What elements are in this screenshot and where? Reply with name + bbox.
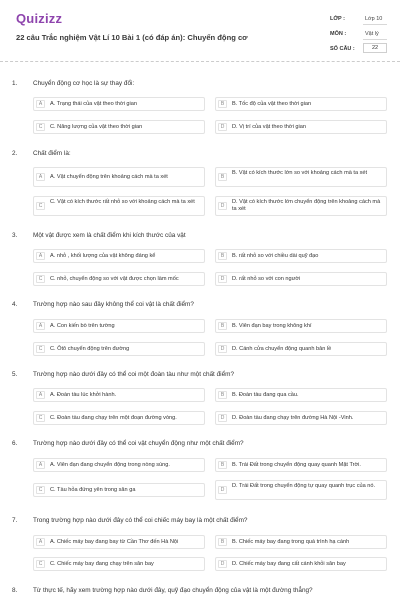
option-text: C. Tàu hỏa đứng yên trong sân ga (50, 487, 136, 493)
question-number: 8. (12, 587, 18, 594)
option-letter: C (36, 345, 45, 353)
option-letter: A (36, 391, 45, 399)
question-number: 4. (12, 301, 18, 308)
question-number: 6. (12, 440, 18, 447)
option-letter: A (36, 252, 45, 260)
question-text: Trường hợp nào dưới đây có thể coi vật chuyển động như một chất điểm? (33, 440, 244, 447)
option-text: D. Trái Đất trong chuyển động tự quay quanh trục của nó. (232, 483, 376, 489)
option-text: A. Vật chuyển động trên khoảng cách mà ta xét (50, 174, 168, 180)
question-number: 1. (12, 80, 18, 87)
option-letter: C (36, 560, 45, 568)
option-letter: B (218, 391, 227, 399)
option-d[interactable] (215, 120, 387, 134)
class-label: LỚP : (330, 16, 345, 22)
option-letter: D (218, 123, 227, 131)
question-text: Trường hợp nào dưới đây có thể coi một đoàn tàu như một chất điểm? (33, 371, 235, 378)
option-c[interactable] (33, 411, 205, 425)
option-c[interactable] (33, 483, 205, 497)
option-text: B. Chiếc máy bay đang trong quá trình hạ cánh (232, 539, 350, 545)
option-text: D. Chiếc máy bay đang cất cánh khỏi sân bay (232, 561, 346, 567)
option-letter: A (36, 100, 45, 108)
option-letter: C (36, 123, 45, 131)
option-a[interactable] (33, 458, 205, 472)
option-text: B. Đoàn tàu đang qua cầu. (232, 392, 299, 398)
option-letter: C (36, 486, 45, 494)
option-d[interactable] (215, 411, 387, 425)
option-text: D. Vị trí của vật theo thời gian (232, 124, 306, 130)
question-text: Trong trường hợp nào dưới đây có thể coi chiếc máy bay là một chất điểm? (33, 517, 248, 524)
class-value: Lớp 10 (365, 16, 383, 22)
question-text: Trường hợp nào sau đây không thể coi vật là chất điểm? (33, 301, 194, 308)
option-b[interactable] (215, 535, 387, 549)
subject-label: MÔN : (330, 31, 347, 37)
option-d[interactable] (215, 272, 387, 286)
option-letter: A (36, 461, 45, 469)
option-text: A. Đoàn tàu lúc khởi hành. (50, 392, 117, 398)
question-number: 5. (12, 371, 18, 378)
option-text: B. rất nhỏ so với chiều dài quỹ đạo (232, 253, 319, 259)
option-letter: D (218, 486, 227, 494)
option-letter: B (218, 538, 227, 546)
option-c[interactable] (33, 120, 205, 134)
option-text: C. Đoàn tàu đang chạy trên một đoạn đường vòng. (50, 415, 177, 421)
option-letter: D (218, 560, 227, 568)
option-text: B. Vật có kích thước lớn so với khoảng cách mà ta xét (232, 170, 368, 176)
option-a[interactable] (33, 319, 205, 333)
subject-underline (363, 39, 387, 40)
option-b[interactable] (215, 167, 387, 187)
option-text: C. Năng lượng của vật theo thời gian (50, 124, 143, 130)
option-letter: A (36, 322, 45, 330)
option-text: A. Chiếc máy bay đang bay từ Cần Thơ đến Hà Nội (50, 539, 179, 545)
class-underline (363, 24, 387, 25)
question-text: Một vật được xem là chất điểm khi kích thước của vật (33, 232, 186, 239)
option-letter: D (218, 275, 227, 283)
option-letter: D (218, 202, 227, 210)
option-b[interactable] (215, 97, 387, 111)
option-text: C. Ôtô chuyển động trên đường (50, 346, 130, 352)
option-d[interactable] (215, 342, 387, 356)
option-c[interactable] (33, 557, 205, 571)
count-box: 22 (363, 43, 387, 53)
option-letter: B (218, 173, 227, 181)
option-letter: B (218, 461, 227, 469)
option-a[interactable] (33, 388, 205, 402)
option-text: A. nhỏ , khối lượng của vật không đáng kể (50, 253, 156, 259)
question-number: 7. (12, 517, 18, 524)
worksheet-header (0, 0, 400, 62)
option-letter: B (218, 322, 227, 330)
option-letter: A (36, 538, 45, 546)
option-letter: C (36, 202, 45, 210)
option-letter: A (36, 173, 45, 181)
count-label: SỐ CÂU : (330, 46, 355, 52)
option-d[interactable] (215, 480, 387, 500)
option-c[interactable] (33, 196, 205, 216)
question-number: 3. (12, 232, 18, 239)
option-c[interactable] (33, 272, 205, 286)
option-d[interactable] (215, 196, 387, 216)
header-divider (0, 61, 400, 62)
option-a[interactable] (33, 97, 205, 111)
option-text: B. Trái Đất trong chuyển động quay quanh Mặt Trời. (232, 462, 361, 468)
option-text: D. rất nhỏ so với con người (232, 276, 301, 282)
question-text: Chất điểm là: (33, 150, 71, 157)
option-letter: B (218, 252, 227, 260)
option-letter: D (218, 414, 227, 422)
option-text: B. Tốc độ của vật theo thời gian (232, 101, 312, 107)
option-d[interactable] (215, 557, 387, 571)
option-text: D. Cánh cửa chuyển động quanh bản lề (232, 346, 332, 352)
option-text: C. Chiếc máy bay đang chạy trên sân bay (50, 561, 154, 567)
option-b[interactable] (215, 388, 387, 402)
option-letter: D (218, 345, 227, 353)
question-text: Từ thực tế, hãy xem trường hợp nào dưới đây, quỹ đạo chuyển động của vật là một đường thẳng? (33, 587, 313, 594)
option-c[interactable] (33, 342, 205, 356)
option-b[interactable] (215, 319, 387, 333)
option-text: A. Con kiến bò trên tường (50, 323, 115, 329)
page-title: 22 câu Trắc nghiệm Vật Lí 10 Bài 1 (có đáp án): Chuyển động cơ (16, 33, 248, 42)
option-a[interactable] (33, 535, 205, 549)
quizizz-logo: Quizizz (16, 11, 63, 26)
option-text: D. Đoàn tàu đang chạy trên đường Hà Nội -Vinh. (232, 415, 354, 421)
option-text: A. Trạng thái của vật theo thời gian (50, 101, 138, 107)
option-a[interactable] (33, 167, 205, 187)
option-a[interactable] (33, 249, 205, 263)
question-text: Chuyển động cơ học là sự thay đổi: (33, 80, 135, 87)
option-letter: C (36, 414, 45, 422)
question-number: 2. (12, 150, 18, 157)
option-text: B. Viên đạn bay trong không khí (232, 323, 312, 329)
option-letter: C (36, 275, 45, 283)
option-text: C. Vật có kích thước rất nhỏ so với khoảng cách mà ta xét (50, 199, 195, 205)
option-text: A. Viên đạn đang chuyển động trong nòng súng. (50, 462, 170, 468)
option-text: D. Vật có kích thước lớn chuyển động trên khoảng cách mà ta xét (232, 199, 381, 212)
subject-value: Vật lý (365, 31, 379, 37)
option-b[interactable] (215, 458, 387, 472)
option-letter: B (218, 100, 227, 108)
option-text: C. nhỏ, chuyển động so với vật được chọn làm mốc (50, 276, 179, 282)
option-b[interactable] (215, 249, 387, 263)
